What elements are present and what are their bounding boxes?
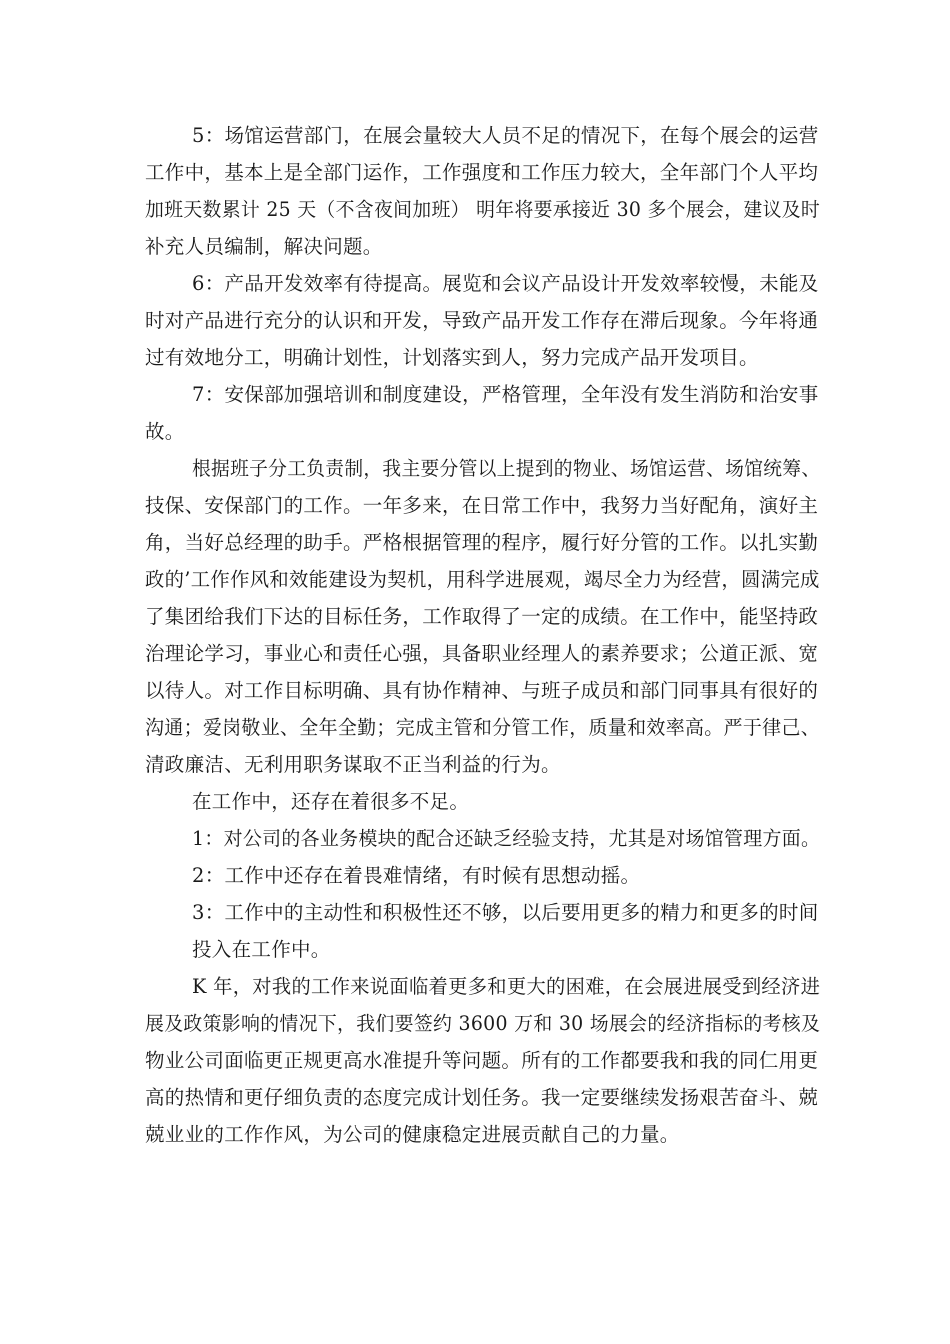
text-line: 清政廉洁、无利用职务谋取不正当利益的行为。 xyxy=(145,753,561,776)
text-line: 1：对公司的各业务模块的配合还缺乏经验支持，尤其是对场馆管理方面。 xyxy=(192,827,821,850)
text-line: 加班天数累计 25 天（不含夜间加班） 明年将要承接近 30 多个展会，建议及时 xyxy=(145,198,821,221)
text-line: 补充人员编制，解决问题。 xyxy=(145,235,383,258)
text-line: 展及政策影响的情况下，我们要签约 3600 万和 30 场展会的经济指标的考核及 xyxy=(145,1012,821,1035)
text-line: 在工作中，还存在着很多不足。 xyxy=(192,790,470,813)
text-line: 治理论学习，事业心和责任心强，具备职业经理人的素养要求；公道正派、宽 xyxy=(145,642,819,665)
text-line: 5：场馆运营部门，在展会量较大人员不足的情况下，在每个展会的运营 xyxy=(192,124,819,147)
text-line: 了集团给我们下达的目标任务，工作取得了一定的成绩。在工作中，能坚持政 xyxy=(145,605,819,628)
text-line: 根据班子分工负责制，我主要分管以上提到的物业、场馆运营、场馆统筹、 xyxy=(192,457,821,480)
text-line: 兢业业的工作作风，为公司的健康稳定进展贡献自己的力量。 xyxy=(145,1123,680,1146)
text-line: 投入在工作中。 xyxy=(192,938,331,961)
text-line: 物业公司面临更正规更高水准提升等问题。所有的工作都要我和我的同仁用更 xyxy=(145,1049,819,1072)
text-line: 政的’工作作风和效能建设为契机，用科学进展观，竭尽全力为经营，圆满完成 xyxy=(145,568,820,591)
text-line: 工作中，基本上是全部门运作，工作强度和工作压力较大，全年部门个人平均 xyxy=(145,161,819,184)
text-line: 故。 xyxy=(145,420,185,443)
text-line: 技保、安保部门的工作。一年多来，在日常工作中，我努力当好配角，演好主 xyxy=(145,494,819,517)
text-line: 高的热情和更仔细负责的态度完成计划任务。我一定要继续发扬艰苦奋斗、兢 xyxy=(145,1086,819,1109)
text-line: 7：安保部加强培训和制度建设，严格管理，全年没有发生消防和治安事 xyxy=(192,383,819,406)
text-line: 角，当好总经理的助手。严格根据管理的程序，履行好分管的工作。以扎实勤 xyxy=(145,531,819,554)
text-line: 6：产品开发效率有待提高。展览和会议产品设计开发效率较慢，未能及 xyxy=(192,272,819,295)
text-line: 2：工作中还存在着畏难情绪，有时候有思想动摇。 xyxy=(192,864,641,887)
text-line: K 年，对我的工作来说面临着更多和更大的困难，在会展进展受到经济进 xyxy=(192,975,821,998)
text-line: 时对产品进行充分的认识和开发，导致产品开发工作存在滞后现象。今年将通 xyxy=(145,309,819,332)
text-line: 以待人。对工作目标明确、具有协作精神、与班子成员和部门同事具有很好的 xyxy=(145,679,819,702)
text-line: 沟通；爱岗敬业、全年全勤；完成主管和分管工作，质量和效率高。严于律己、 xyxy=(145,716,820,739)
text-line: 过有效地分工，明确计划性，计划落实到人，努力完成产品开发项目。 xyxy=(145,346,759,369)
text-line: 3：工作中的主动性和积极性还不够，以后要用更多的精力和更多的时间 xyxy=(192,901,819,924)
